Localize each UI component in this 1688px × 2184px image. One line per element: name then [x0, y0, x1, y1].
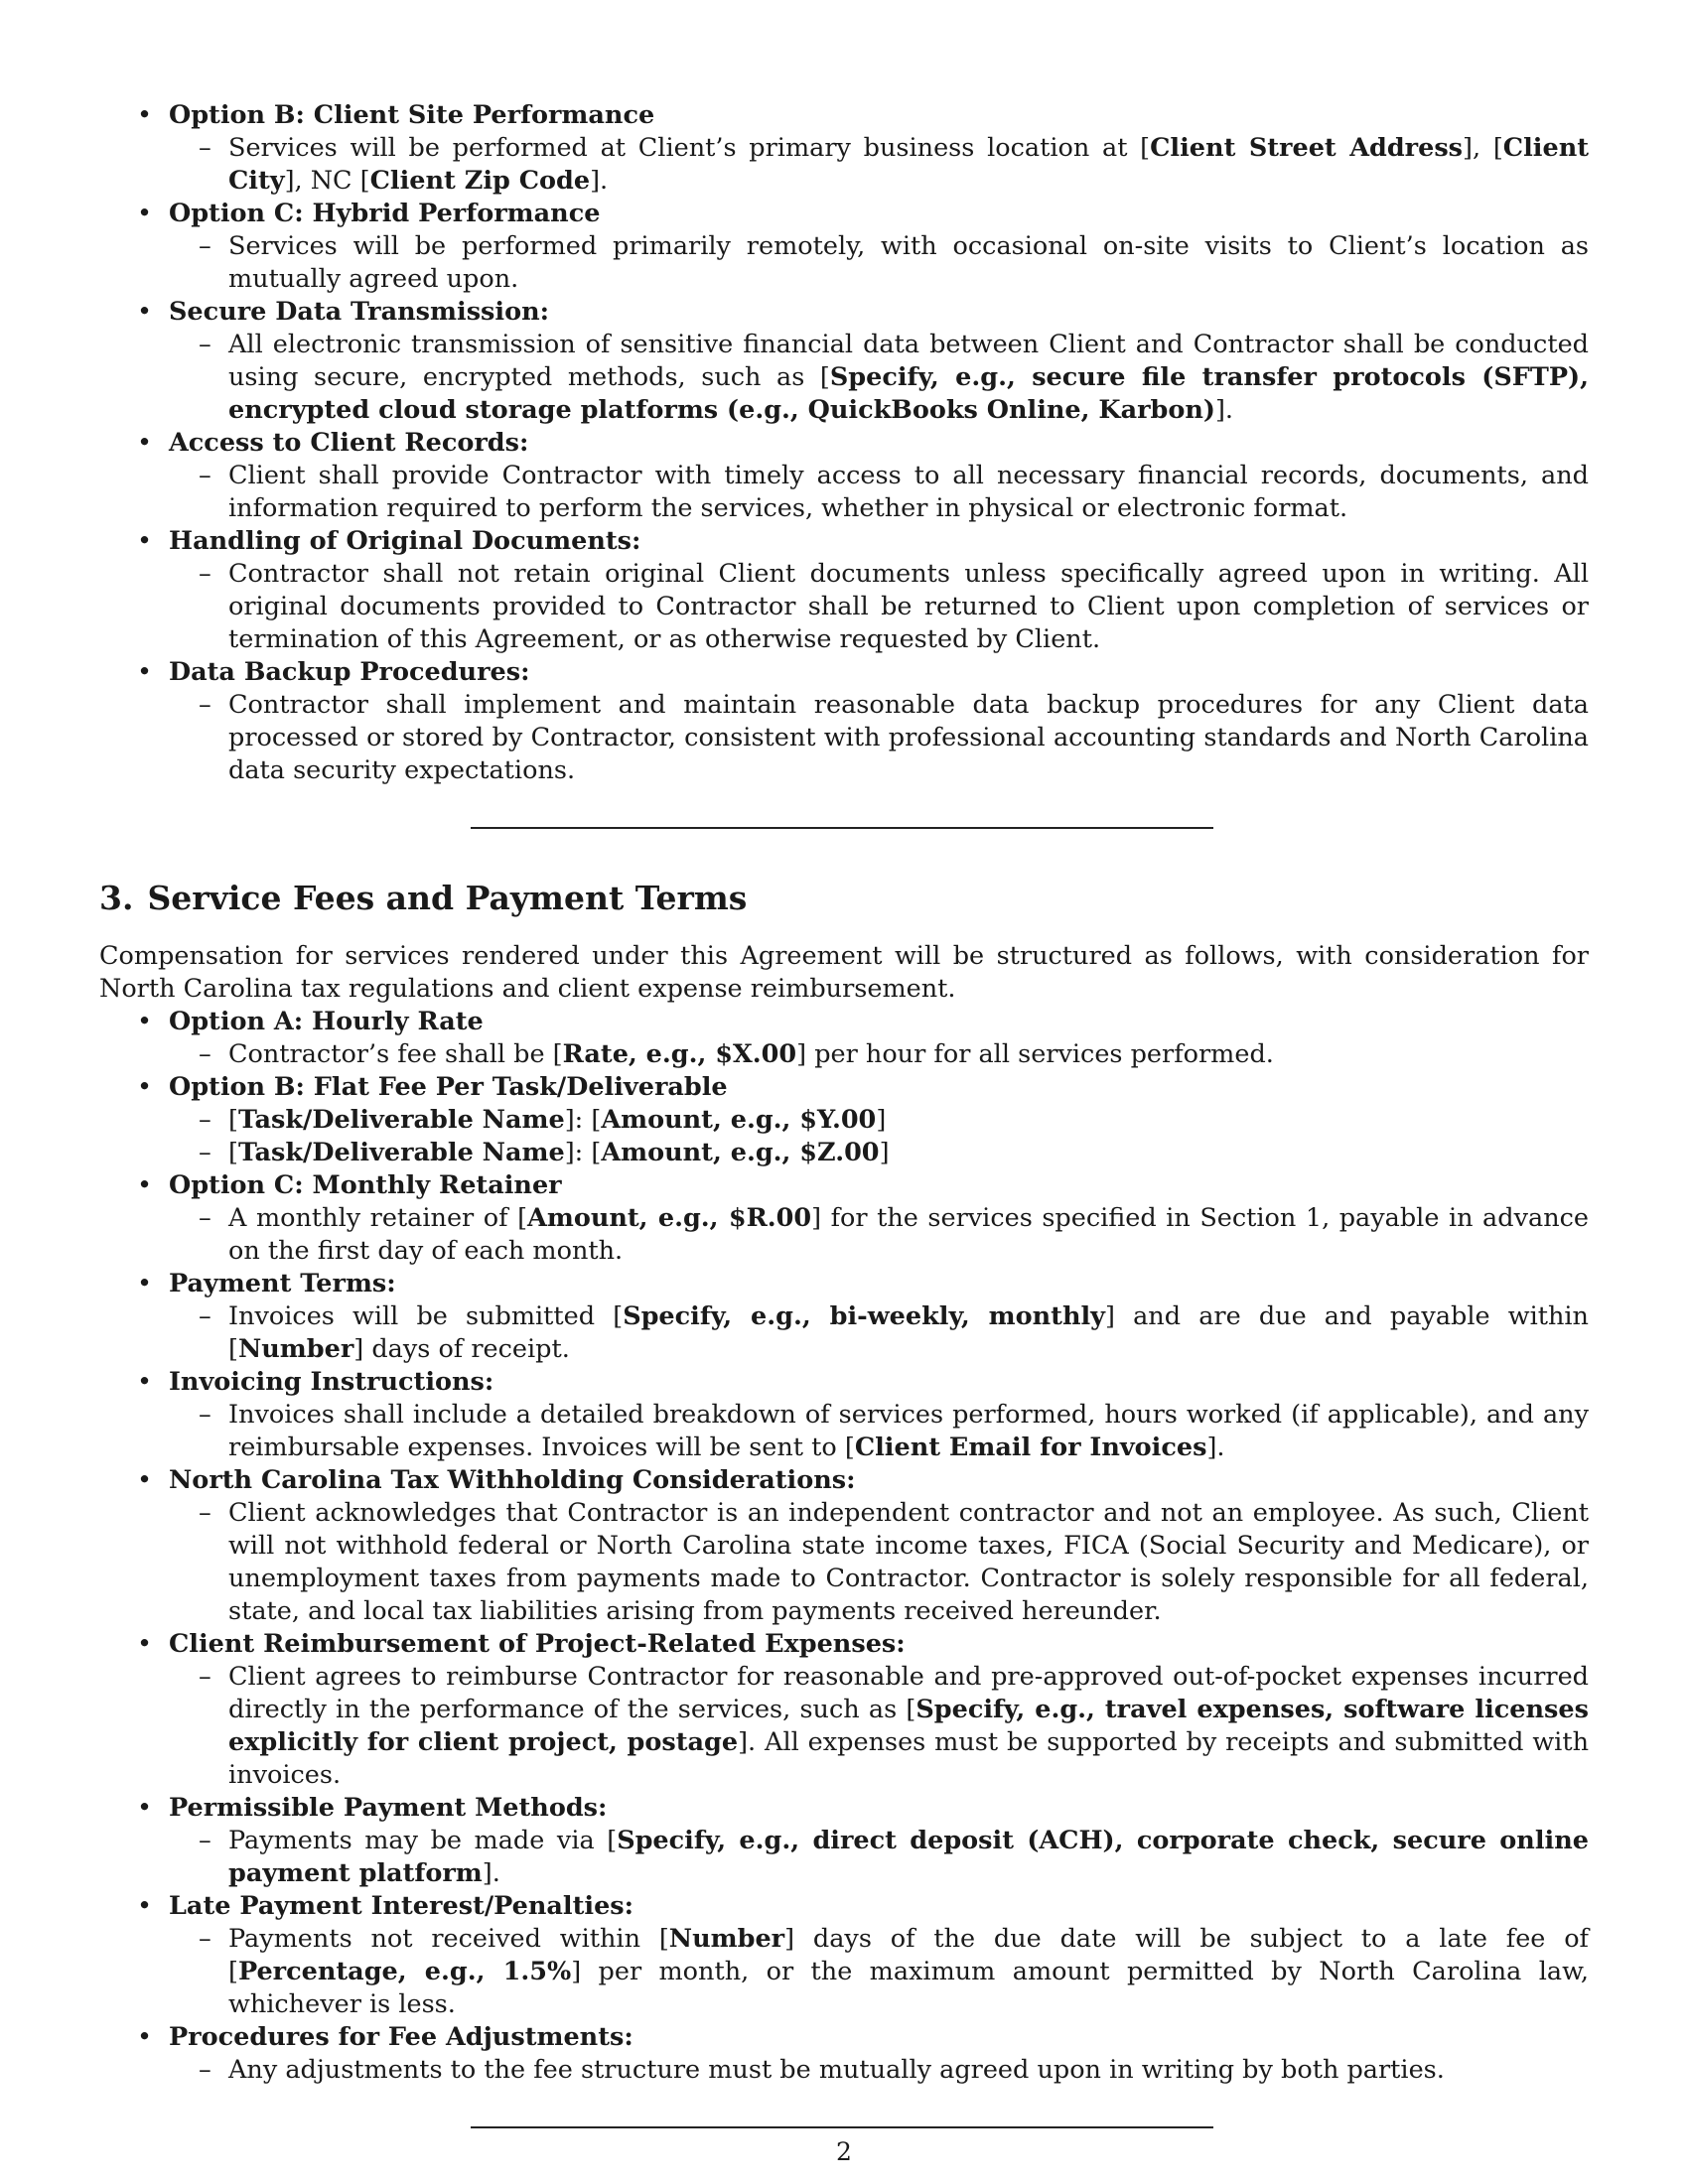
- text-run: ] for the services specified in Section 1, payable in advance on the first day of each month.: [228, 1203, 1589, 1266]
- sub-list-item: [169, 460, 1589, 525]
- sub-list: [169, 460, 1589, 525]
- section-3-number: 3.: [99, 879, 134, 917]
- text-run: ] and are due and payable within [: [228, 1301, 1589, 1364]
- placeholder-field: Client Street Address: [1150, 133, 1464, 163]
- sub-list: [169, 1497, 1589, 1628]
- sub-list-item: [169, 1137, 1589, 1169]
- placeholder-field: Specify, e.g., travel expenses, software licenses explicitly for client project, postage: [228, 1695, 1589, 1757]
- text-run: Client acknowledges that Contractor is an independent contractor and not an employee. As such, Client will not withhold federal or North Carolina state income taxes, FICA (Social Security and Medicare), or unemployment taxes from payments made to Contractor. Contractor is solely responsible for all federal, state, and local tax liabilities arising from payments received hereunder.: [228, 1498, 1589, 1626]
- sub-list: [169, 1661, 1589, 1792]
- section-3-heading: [99, 879, 1589, 918]
- item-label: Invoicing Instructions:: [169, 1367, 494, 1397]
- text-run: Contractor’s fee shall be [: [228, 1039, 563, 1069]
- item-label: Data Backup Procedures:: [169, 657, 530, 687]
- sub-list: [169, 1923, 1589, 2021]
- section-divider: [471, 2126, 1213, 2128]
- item-label: Access to Client Records:: [169, 428, 529, 458]
- section-2-continued-list: [99, 99, 1589, 787]
- item-label: Option C: Monthly Retainer: [169, 1170, 562, 1200]
- placeholder-field: Number: [237, 1334, 354, 1364]
- sub-list: [169, 132, 1589, 198]
- sub-list-item: [169, 1202, 1589, 1268]
- sub-list: [169, 558, 1589, 656]
- text-run: ]: [876, 1105, 887, 1135]
- list-item: [99, 1464, 1589, 1628]
- sub-list: [169, 1825, 1589, 1890]
- placeholder-field: Amount, e.g., $Z.00: [601, 1138, 880, 1167]
- item-label: North Carolina Tax Withholding Considerations:: [169, 1465, 856, 1495]
- item-label: Option A: Hourly Rate: [169, 1007, 484, 1036]
- page-number: 2: [836, 2137, 852, 2166]
- placeholder-field: Specify, e.g., secure file transfer protocols (SFTP), encrypted cloud storage platforms (e.g., QuickBooks Online, Karbon): [228, 362, 1589, 425]
- text-run: ] per month, or the maximum amount permitted by North Carolina law, whichever is less.: [228, 1957, 1589, 2019]
- text-run: ].: [482, 1858, 500, 1888]
- sub-list-item: [169, 1923, 1589, 2021]
- list-item: [99, 1890, 1589, 2021]
- list-item: [99, 2021, 1589, 2087]
- list-item: [99, 1169, 1589, 1268]
- text-run: ], [: [1463, 133, 1503, 163]
- sub-list-item: [169, 230, 1589, 296]
- placeholder-field: Task/Deliverable Name: [237, 1138, 565, 1167]
- text-run: ], NC [: [284, 166, 370, 196]
- sub-list: [169, 2054, 1589, 2087]
- text-run: Contractor shall implement and maintain reasonable data backup procedures for any Client data processed or stored by Contractor, consistent with professional accounting standards and North Carolina data security expectations.: [228, 690, 1589, 785]
- list-item: [99, 1628, 1589, 1792]
- item-label: Option C: Hybrid Performance: [169, 199, 601, 228]
- text-run: ].: [1206, 1433, 1225, 1462]
- placeholder-field: Rate, e.g., $X.00: [562, 1039, 797, 1069]
- sub-list-item: [169, 1825, 1589, 1890]
- sub-list-item: [169, 329, 1589, 427]
- text-run: ] per hour for all services performed.: [796, 1039, 1274, 1069]
- text-run: Services will be performed primarily remotely, with occasional on-site visits to Client’s location as mutually agreed upon.: [228, 231, 1589, 294]
- sub-list: [169, 1038, 1589, 1071]
- placeholder-field: Task/Deliverable Name: [237, 1105, 565, 1135]
- text-run: ]: [: [564, 1138, 602, 1167]
- text-run: ].: [590, 166, 609, 196]
- sub-list-item: [169, 1399, 1589, 1464]
- text-run: Payments not received within [: [228, 1924, 669, 1954]
- list-item: [99, 525, 1589, 656]
- list-item: [99, 1792, 1589, 1890]
- text-run: A monthly retainer of [: [228, 1203, 528, 1233]
- text-run: Client shall provide Contractor with timely access to all necessary financial records, documents, and information required to perform the services, whether in physical or electronic format.: [228, 461, 1589, 523]
- item-label: Payment Terms:: [169, 1269, 396, 1298]
- sub-list-item: [169, 1104, 1589, 1137]
- sub-list-item: [169, 1497, 1589, 1628]
- sub-list-item: [169, 2054, 1589, 2087]
- item-label: Permissible Payment Methods:: [169, 1793, 608, 1823]
- list-item: [99, 296, 1589, 427]
- sub-list: [169, 230, 1589, 296]
- placeholder-field: Client Email for Invoices: [854, 1433, 1207, 1462]
- text-run: Payments may be made via [: [228, 1826, 618, 1855]
- list-item: [99, 1366, 1589, 1464]
- sub-list-item: [169, 132, 1589, 198]
- sub-list-item: [169, 1661, 1589, 1792]
- placeholder-field: Client City: [228, 133, 1590, 196]
- section-divider: [471, 827, 1213, 829]
- list-item: [99, 427, 1589, 525]
- placeholder-field: Amount, e.g., $Y.00: [601, 1105, 877, 1135]
- text-run: ] days of receipt.: [353, 1334, 570, 1364]
- placeholder-field: Client Zip Code: [369, 166, 591, 196]
- text-run: Services will be performed at Client’s primary business location at [: [228, 133, 1151, 163]
- text-run: ]: [879, 1138, 890, 1167]
- text-run: [: [228, 1105, 238, 1135]
- list-item: [99, 656, 1589, 787]
- sub-list-item: [169, 1300, 1589, 1366]
- text-run: Invoices will be submitted [: [228, 1301, 624, 1331]
- text-run: Any adjustments to the fee structure must be mutually agreed upon in writing by both parties.: [228, 2055, 1445, 2085]
- sub-list: [169, 329, 1589, 427]
- item-label: Client Reimbursement of Project-Related Expenses:: [169, 1629, 906, 1659]
- sub-list: [169, 689, 1589, 787]
- text-run: Client agrees to reimburse Contractor for reasonable and pre-approved out-of-pocket expenses incurred directly in the performance of the services, such as [: [228, 1662, 1589, 1724]
- list-item: [99, 99, 1589, 198]
- placeholder-field: Specify, e.g., bi-weekly, monthly: [623, 1301, 1105, 1331]
- text-run: Invoices shall include a detailed breakdown of services performed, hours worked (if applicable), and any reimbursable expenses. Invoices will be sent to [: [228, 1400, 1589, 1462]
- placeholder-field: Amount, e.g., $R.00: [527, 1203, 812, 1233]
- text-run: ]. All expenses must be supported by receipts and submitted with invoices.: [228, 1727, 1589, 1790]
- placeholder-field: Percentage, e.g., 1.5%: [237, 1957, 572, 1986]
- text-run: ].: [1214, 395, 1234, 425]
- list-item: [99, 1071, 1589, 1169]
- item-label: Option B: Flat Fee Per Task/Deliverable: [169, 1072, 728, 1102]
- section-3-title: Service Fees and Payment Terms: [147, 879, 748, 917]
- item-label: Procedures for Fee Adjustments:: [169, 2022, 633, 2052]
- placeholder-field: Number: [668, 1924, 785, 1954]
- item-label: Handling of Original Documents:: [169, 526, 641, 556]
- sub-list: [169, 1202, 1589, 1268]
- sub-list: [169, 1399, 1589, 1464]
- sub-list-item: [169, 1038, 1589, 1071]
- placeholder-field: Specify, e.g., direct deposit (ACH), corporate check, secure online payment platform: [228, 1826, 1589, 1888]
- item-label: Option B: Client Site Performance: [169, 100, 655, 130]
- document-page: [99, 99, 1589, 2128]
- text-run: Contractor shall not retain original Client documents unless specifically agreed upon in writing. All original documents provided to Contractor shall be returned to Client upon completion of services or termination of this Agreement, or as otherwise requested by Client.: [228, 559, 1589, 654]
- text-run: ] days of the due date will be subject to a late fee of [: [228, 1924, 1589, 1986]
- sub-list: [169, 1104, 1589, 1169]
- list-item: [99, 1268, 1589, 1366]
- text-run: All electronic transmission of sensitive financial data between Client and Contractor shall be conducted using secure, encrypted methods, such as [: [228, 330, 1589, 392]
- sub-list: [169, 1300, 1589, 1366]
- text-run: ]: [: [564, 1105, 602, 1135]
- list-item: [99, 198, 1589, 296]
- sub-list-item: [169, 558, 1589, 656]
- section-3-intro: Compensation for services rendered under this Agreement will be structured as follows, with consideration for North Carolina tax regulations and client expense reimbursement.: [99, 941, 1589, 1004]
- list-item: [99, 1006, 1589, 1071]
- item-label: Late Payment Interest/Penalties:: [169, 1891, 634, 1921]
- text-run: [: [228, 1138, 238, 1167]
- sub-list-item: [169, 689, 1589, 787]
- section-3-list: [99, 1006, 1589, 2087]
- item-label: Secure Data Transmission:: [169, 297, 550, 327]
